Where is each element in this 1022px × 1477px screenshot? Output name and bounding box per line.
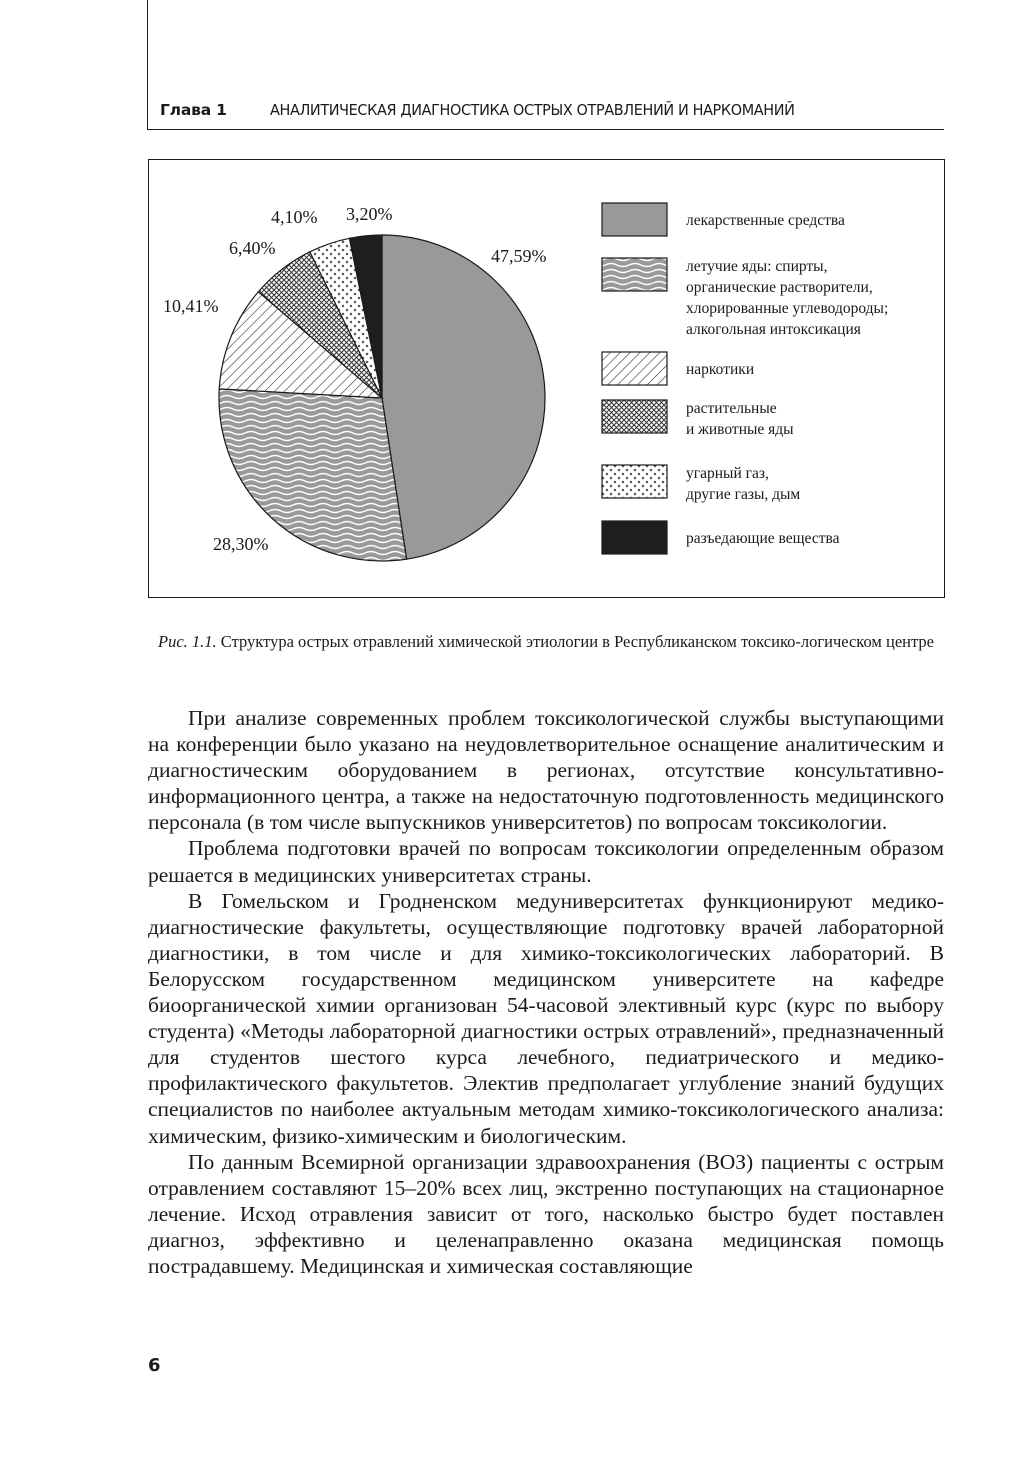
page-number: 6 xyxy=(148,1355,161,1376)
slice-value-label: 47,59% xyxy=(491,246,547,266)
legend-label: разъедающие вещества xyxy=(686,530,840,547)
page-frame-line xyxy=(147,0,148,130)
pie-chart xyxy=(149,160,944,597)
legend-label: наркотики xyxy=(686,361,755,378)
figure-caption xyxy=(148,631,944,652)
caption-text: Структура острых отравлений химической этиологии в Республиканском токсико-логическом центре xyxy=(216,632,934,651)
legend-label: органические растворители, xyxy=(686,279,873,296)
paragraph: В Гомельском и Гродненском медуниверситетах функционируют медико-диагностические факультеты, осуществляющие подготовку врачей лабораторной диагностики, в том числе и для химико-токсикологических лабораторий. В Белорусском государственном медицинском университете на кафедре биоорганической химии организован 54-часовой элективный курс (курс по выбору студента) «Методы лабораторной диагностики острых отравлений», предназначенный для студентов шестого курса лечебного, педиатрического и медико-профилактического факультетов. Электив предполагает углубление знаний будущих специалистов по наиболее актуальным методам химико-токсикологического анализа: химическим, физико-химическим и биологическим. xyxy=(148,888,944,1148)
slice-value-label: 10,41% xyxy=(163,296,219,316)
paragraph: По данным Всемирной организации здравоохранения (ВОЗ) пациенты с острым отравлением составляют 15–20% всех лиц, экстренно поступающих на стационарное лечение. Исход отравления зависит от того, насколько быстро будет поставлен диагноз, эффективно и целенаправленно оказана медицинская помощь пострадавшему. Медицинская и химическая составляющие xyxy=(148,1149,944,1278)
legend-label: хлорированные углеводороды; xyxy=(686,300,889,317)
chapter-label: Глава 1 xyxy=(160,101,227,119)
running-header xyxy=(160,101,834,119)
legend-swatch xyxy=(602,258,667,291)
header-rule xyxy=(147,129,944,130)
legend-swatch xyxy=(602,465,667,498)
slice-value-label: 28,30% xyxy=(213,534,269,554)
slice-value-label: 6,40% xyxy=(229,238,276,258)
legend-swatch xyxy=(602,203,667,236)
legend-label: другие газы, дым xyxy=(686,486,801,503)
legend-label: лекарственные средства xyxy=(686,212,845,229)
legend-swatch xyxy=(602,521,667,554)
paragraph: При анализе современных проблем токсикологической службы выступающими на конференции было указано на неудовлетворительное оснащение аналитическим и диагностическим оборудованием в регионах, отсутствие консультативно-информационного центра, а также на недостаточную подготовленность медицинского персонала (в том числе выпускников университетов) по вопросам токсикологии. xyxy=(148,706,944,835)
legend-label: алкогольная интоксикация xyxy=(686,321,861,338)
legend-label: и животные яды xyxy=(686,421,794,438)
chapter-title: АНАЛИТИЧЕСКАЯ ДИАГНОСТИКА ОСТРЫХ ОТРАВЛЕНИЙ И НАРКОМАНИЙ xyxy=(270,101,795,119)
legend-swatch xyxy=(602,352,667,385)
legend-label: растительные xyxy=(686,400,777,417)
figure-number: Рис. 1.1. xyxy=(158,632,217,651)
slice-value-label: 4,10% xyxy=(271,207,318,227)
legend-label: угарный газ, xyxy=(686,465,769,482)
figure-frame xyxy=(148,159,945,598)
slice-value-label: 3,20% xyxy=(346,204,393,224)
paragraph: Проблема подготовки врачей по вопросам токсикологии определенным образом решается в медицинских университетах страны. xyxy=(148,836,944,887)
legend-label: летучие яды: спирты, xyxy=(686,258,828,275)
legend-swatch xyxy=(602,400,667,433)
pie-slice xyxy=(382,235,545,559)
body-text xyxy=(148,705,944,1279)
